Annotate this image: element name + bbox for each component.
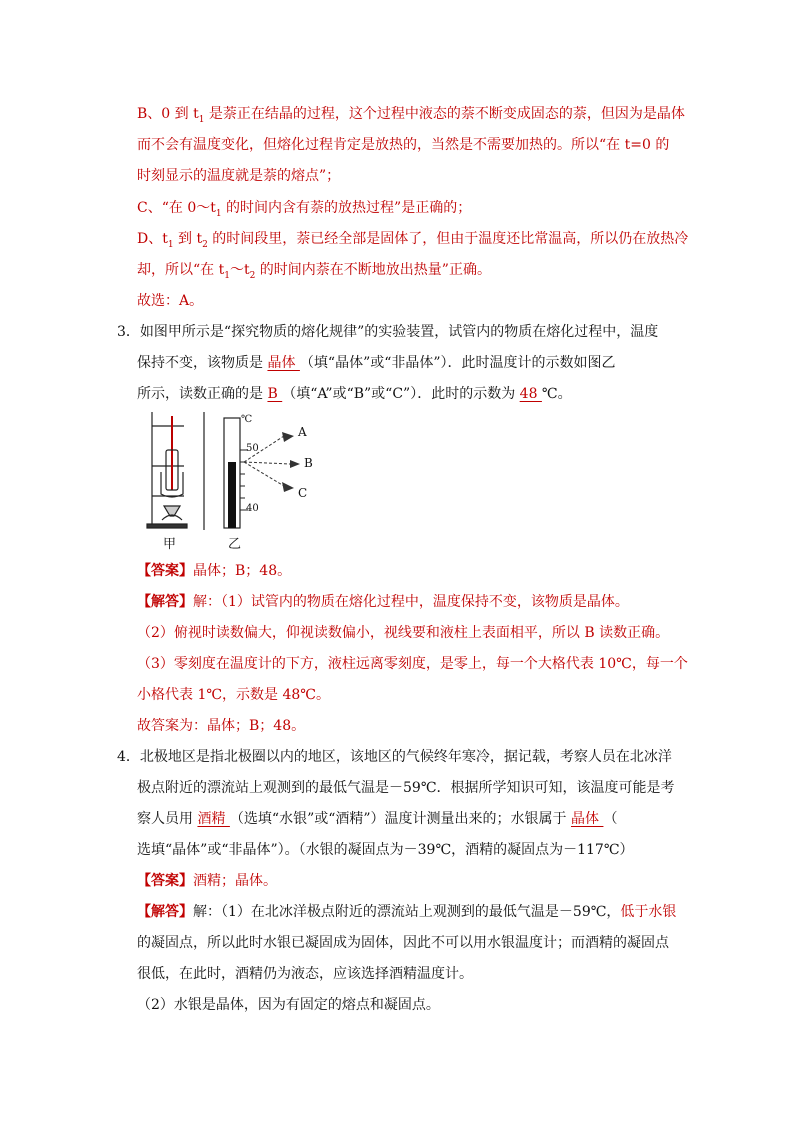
tick-label-50: 50 xyxy=(246,443,259,454)
q4-answer: 【答案】酒精；晶体。 xyxy=(137,873,277,889)
solution-c-line: C、“在 $0\sim t_1$ 的时间内含有萘的放热过程”是正确的； xyxy=(137,200,472,219)
q3-analysis-3a: （3）零刻度在温度计的下方，液柱远离零刻度，是零上，每一个大格代表 10℃，每一个 xyxy=(137,656,688,672)
figure-label-yi: 乙 xyxy=(228,537,242,552)
q3-blank-3: 48 xyxy=(519,386,542,402)
q4-analysis-4: （2）水银是晶体，因为有固定的熔点和凝固点。 xyxy=(137,997,440,1013)
iron-stand xyxy=(147,412,187,528)
solution-d-line-1: D、$t_1$ 到 $t_2$ 的时间段里，萘已经全部是固体了，但由于温度还比常温高，所以仍在放热冷 xyxy=(137,231,689,250)
q3-analysis-1: 【解答】解：（1）试管内的物质在熔化过程中，温度保持不变，该物质是晶体。 xyxy=(137,594,629,610)
solution-b-line-3: 时刻显示的温度就是萘的熔点”； xyxy=(137,168,341,184)
q4-line-3: 察人员用 酒精 （选填“水银”或“酒精”）温度计测量出来的；水银属于 晶体 （ xyxy=(137,811,618,827)
q3-conclusion: 故答案为：晶体；B；48。 xyxy=(137,718,306,734)
eye-label-a: A xyxy=(298,425,307,439)
figure-label-jia: 甲 xyxy=(163,537,177,552)
q3-analysis-2: （2）俯视时读数偏大，仰视读数偏小，视线要和液柱上表面相平，所以 B 读数正确。 xyxy=(137,625,670,641)
solution-d-line-2: 却，所以“在 $t_1\sim t_2$ 的时间内萘在不断地放出热量”正确。 xyxy=(137,262,491,281)
q4-analysis-3: 很低，在此时，酒精仍为液态，应该选择酒精温度计。 xyxy=(137,966,473,982)
q4-line-1: 4．北极地区是指北极圈以内的地区，该地区的气候终年寒冷，据记载，考察人员在北冰洋 xyxy=(117,749,672,765)
solution-b-line-2: 而不会有温度变化，但熔化过程肯定是放热的，当然是不需要加热的。所以“在 t=0 的 xyxy=(137,137,670,153)
thermometer-unit: ℃ xyxy=(241,414,253,425)
thermometer xyxy=(224,418,248,528)
q4-blank-2: 晶体 xyxy=(570,811,604,827)
choice-line: 故选：A。 xyxy=(137,293,204,309)
q3-line-1: 3．如图甲所示是“探究物质的熔化规律”的实验装置，试管内的物质在熔化过程中，温度 xyxy=(117,324,659,340)
q4-line-2: 极点附近的漂流站上观测到的最低气温是－59℃．根据所学知识可知，该温度可能是考 xyxy=(137,780,675,796)
q4-line-4: 选填“晶体”或“非晶体”）。（水银的凝固点为－39℃，酒精的凝固点为－117℃） xyxy=(137,842,634,858)
eye-label-b: B xyxy=(304,456,313,470)
q3-line-2: 保持不变，该物质是 晶体 （填“晶体”或“非晶体”）．此时温度计的示数如图乙 xyxy=(137,355,616,371)
q3-answer: 【答案】晶体；B；48。 xyxy=(137,563,292,579)
q4-analysis-1: 【解答】解：（1）在北冰洋极点附近的漂流站上观测到的最低气温是－59℃，低于水银 xyxy=(137,904,677,920)
q3-blank-1: 晶体 xyxy=(267,355,300,371)
eye-label-c: C xyxy=(298,486,308,500)
q3-blank-2: B xyxy=(267,386,283,402)
solution-b-line-1: B、0 到 $t_1$ 是萘正在结晶的过程，这个过程中液态的萘不断变成固态的萘，但因为是晶体 xyxy=(137,106,685,125)
q3-line-3: 所示，读数正确的是 B （填“A”或“B”或“C”）．此时的示数为 48 ℃。 xyxy=(137,386,572,402)
tick-label-40: 40 xyxy=(246,503,259,514)
q4-blank-1: 酒精 xyxy=(197,811,230,827)
eye-icon xyxy=(282,432,300,492)
q4-analysis-2: 的凝固点，所以此时水银已凝固成为固体，因此不可以用水银温度计；而酒精的凝固点 xyxy=(137,935,669,951)
q3-figure xyxy=(144,410,334,550)
q3-analysis-3b: 小格代表 1℃，示数是 48℃。 xyxy=(137,687,330,703)
